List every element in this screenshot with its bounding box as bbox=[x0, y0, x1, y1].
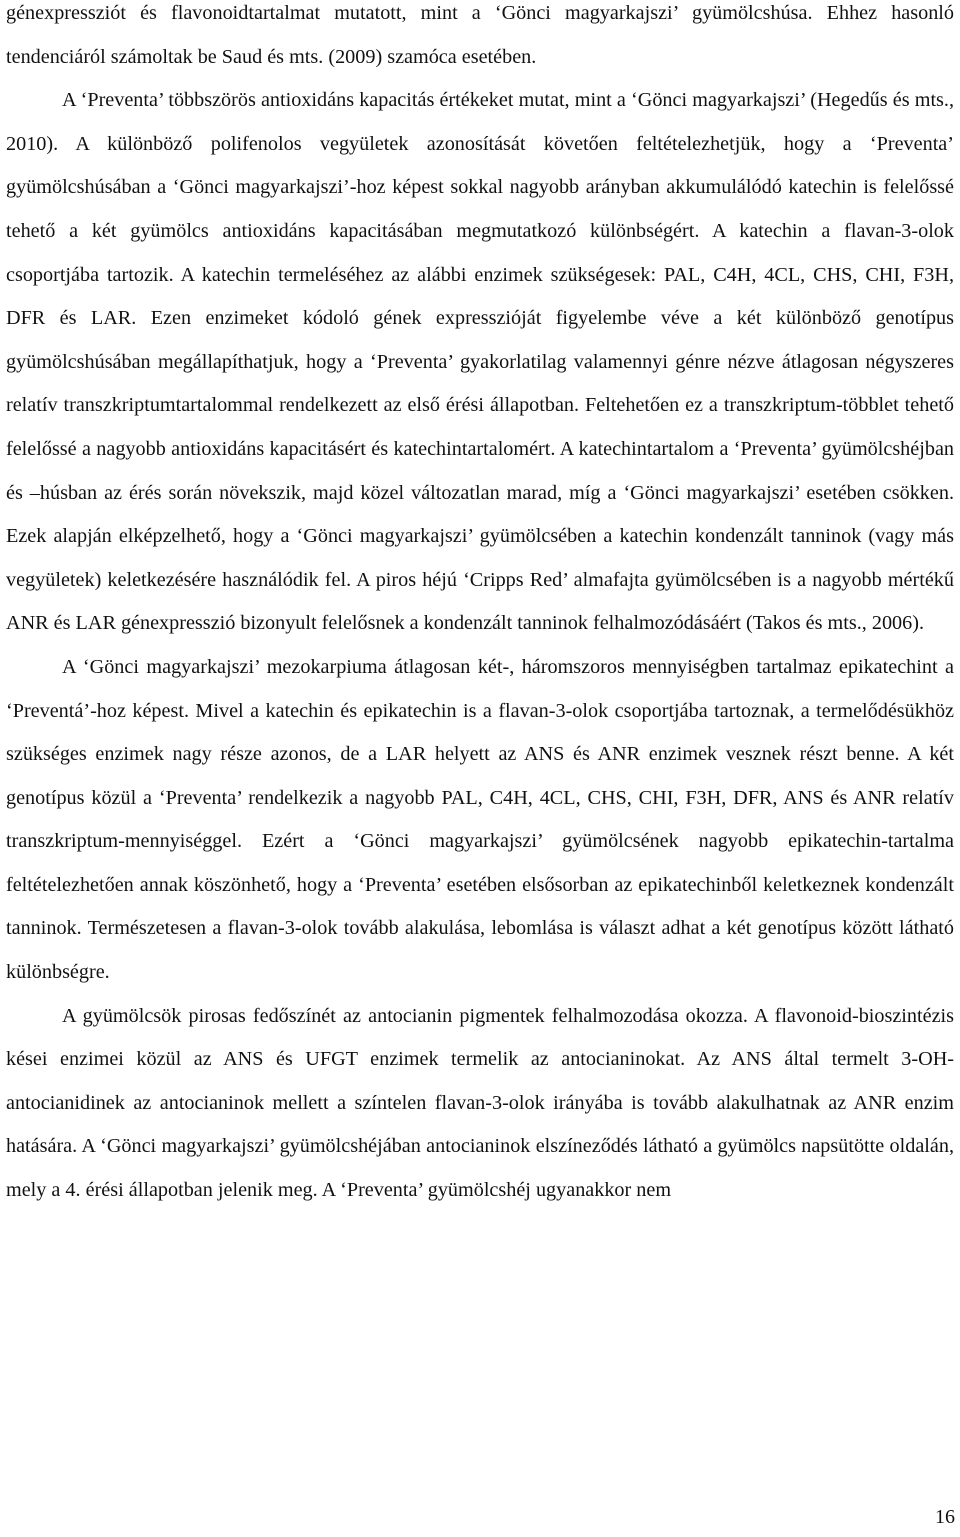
paragraph-antioxidant-catechin: A ‘Preventa’ többszörös antioxidáns kapacitás értékeket mutat, mint a ‘Gönci magyarkajszi’ (Hegedűs és mts., 2010). A különböző polifenolos vegyületek azonosítását követően feltételezhetjük, hogy a ‘Preventa’ gyümölcshúsában a ‘Gönci magyarkajszi’-hoz képest sokkal nagyobb arányban akkumulálódó katechin is felelőssé tehető a két gyümölcs antioxidáns kapacitásában megmutatkozó különbségért. A katechin a flavan-3-olok csoportjába tartozik. A katechin termeléséhez az alábbi enzimek szükségesek: PAL, C4H, 4CL, CHS, CHI, F3H, DFR és LAR. Ezen enzimeket kódoló gének expresszióját figyelembe véve a két különböző genotípus gyümölcshúsában megállapíthatjuk, hogy a ‘Preventa’ gyakorlatilag valamennyi génre nézve átlagosan négyszeres relatív transzkriptumtartalommal rendelkezett az első érési állapotban. Feltehetően ez a transzkriptum-többlet tehető felelőssé a nagyobb antioxidáns kapacitásért és katechintartalomért. A katechintartalom a ‘Preventa’ gyümölcshéjban és –húsban az érés során növekszik, majd közel változatlan marad, míg a ‘Gönci magyarkajszi’ esetében csökken. Ezek alapján elképzelhető, hogy a ‘Gönci magyarkajszi’ gyümölcsében a katechin kondenzált tanninok (vagy más vegyületek) keletkezésére használódik fel. A piros héjú ‘Cripps Red’ almafajta gyümölcsében is a nagyobb mértékű ANR és LAR génexpresszió bizonyult felelősnek a kondenzált tanninok felhalmozódásáért (Takos és mts., 2006). bbox=[6, 89, 954, 635]
document-page bbox=[6, 0, 954, 1213]
page-number: 16 bbox=[935, 1506, 955, 1528]
paragraph-anthocyanin: A gyümölcsök pirosas fedőszínét az antocianin pigmentek felhalmozodása okozza. A flavonoid-bioszintézis kései enzimei közül az ANS és UFGT enzimek termelik az antocianinokat. Az ANS által termelt 3-OH-antocianidinek az antocianinok mellett a színtelen flavan-3-olok irányába is tovább alakulhatnak az ANR enzim hatására. A ‘Gönci magyarkajszi’ gyümölcshéjában antocianinok elszíneződés látható a gyümölcs napsütötte oldalán, mely a 4. érési állapotban jelenik meg. A ‘Preventa’ gyümölcshéj ugyanakkor nem bbox=[6, 1004, 954, 1202]
paragraph-epicatechin: A ‘Gönci magyarkajszi’ mezokarpiuma átlagosan két-, háromszoros mennyiségben tartalmaz epikatechint a ‘Preventá’-hoz képest. Mivel a katechin és epikatechin is a flavan-3-olok csoportjába tartoznak, a termelődésükhöz szükséges enzimek nagy része azonos, de a LAR helyett az ANS és ANR enzimek vesznek részt benne. A két genotípus közül a ‘Preventa’ rendelkezik a nagyobb PAL, C4H, 4CL, CHS, CHI, F3H, DFR, ANS és ANR relatív transzkriptum-mennyiséggel. Ezért a ‘Gönci magyarkajszi’ gyümölcsének nagyobb epikatechin-tartalma feltételezhetően annak köszönhető, hogy a ‘Preventa’ esetében elsősorban az epikatechinből keletkeznek kondenzált tanninok. Természetesen a flavan-3-olok tovább alakulása, lebomlása is választ adhat a két genotípus között látható különbségre. bbox=[6, 655, 954, 984]
paragraph-continuation: génexpressziót és flavonoidtartalmat mutatott, mint a ‘Gönci magyarkajszi’ gyümölcshúsa. Ehhez hasonló tendenciáról számoltak be Saud és mts. (2009) szamóca esetében. bbox=[6, 2, 954, 68]
